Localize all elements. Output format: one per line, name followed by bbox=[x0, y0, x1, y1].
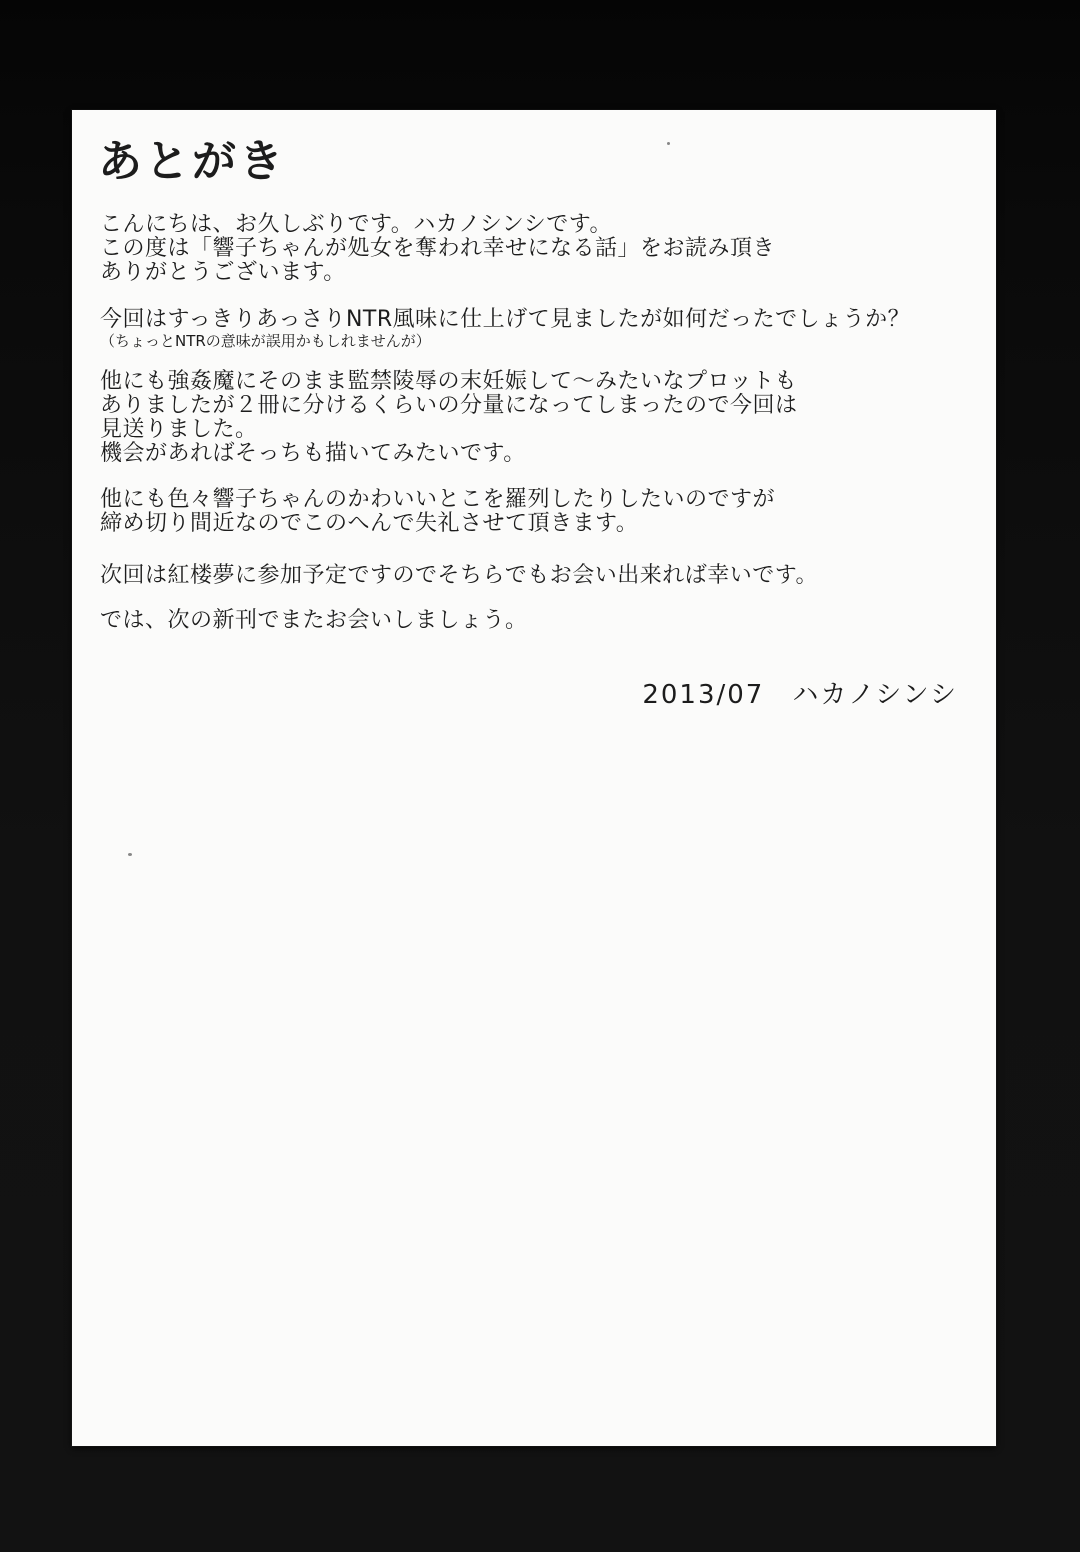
text-line: 次回は紅楼夢に参加予定ですのでそちらでもお会い出来れば幸いです。 bbox=[100, 563, 819, 588]
next-event-paragraph bbox=[100, 564, 966, 588]
text-line: 今回はすっきりあっさりNTR風味に仕上げて見ましたが如何だったでしょうか？ bbox=[100, 307, 911, 332]
page-title: あとがき bbox=[98, 136, 286, 187]
text-line: 締め切り間近なのでこのへんで失礼させて頂きます。 bbox=[100, 511, 639, 536]
farewell-paragraph bbox=[100, 609, 966, 633]
text-line: この度は「響子ちゃんが処女を奪われ幸せになる話」をお読み頂き bbox=[100, 236, 776, 261]
text-line: 他にも強姦魔にそのまま監禁陵辱の末妊娠して～みたいなプロットも bbox=[100, 369, 798, 394]
text-line: ありましたが２冊に分けるくらいの分量になってしまったので今回は bbox=[100, 393, 798, 418]
greeting-paragraph bbox=[100, 213, 966, 285]
scan-speck bbox=[128, 853, 132, 856]
plot-paragraph bbox=[100, 370, 966, 466]
text-line: では、次の新刊でまたお会いしましょう。 bbox=[100, 608, 528, 633]
date-signature: 2013/07 ハカノシンシ bbox=[642, 680, 958, 710]
text-line: ありがとうございます。 bbox=[100, 260, 346, 285]
scan-speck bbox=[667, 142, 670, 145]
ntr-comment-paragraph bbox=[100, 308, 966, 351]
deadline-paragraph bbox=[100, 488, 966, 536]
text-line: こんにちは、お久しぶりです。ハカノシンシです。 bbox=[100, 212, 613, 237]
parenthetical-note: （ちょっとNTRの意味が誤用かもしれませんが） bbox=[100, 332, 431, 350]
afterword-page bbox=[72, 110, 996, 1446]
text-line: 機会があればそっちも描いてみたいです。 bbox=[100, 441, 526, 466]
text-line: 他にも色々響子ちゃんのかわいいとこを羅列したりしたいのですが bbox=[100, 487, 776, 512]
text-line: 見送りました。 bbox=[100, 417, 258, 442]
